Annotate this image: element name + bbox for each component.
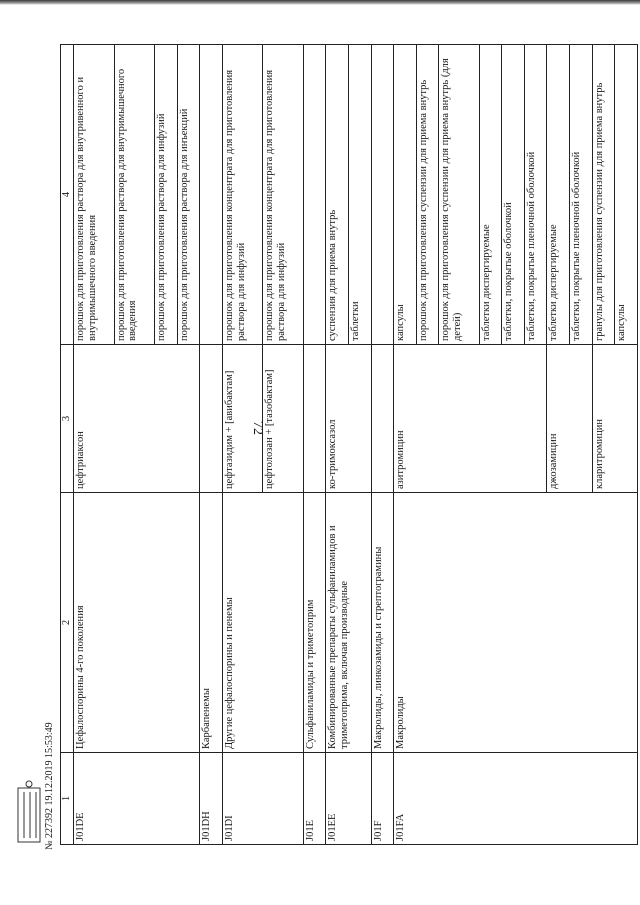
dosage-form: порошок для приготовления суспензии для приема внутрь [416, 45, 439, 345]
drug-name: азитромицин [394, 345, 547, 493]
group-name: Сульфаниламиды и триметоприм [303, 493, 326, 753]
drug-name: кларитромицин [592, 345, 637, 493]
page-number: 72 [250, 421, 265, 435]
table-row [303, 45, 326, 845]
header-col-1: 1 [61, 753, 74, 845]
group-name: Карбапенемы [200, 493, 223, 753]
drug-name: цефтолозан + [тазобактам] [263, 345, 304, 493]
atc-code: J01EE [326, 753, 371, 845]
dosage-form: порошок для приготовления концентрата для приготовления раствора для инфузий [222, 45, 263, 345]
atc-code: J01DH [200, 753, 223, 845]
drug-name: ко-тримоксазол [326, 345, 371, 493]
table-row [371, 45, 394, 845]
table-row [326, 45, 349, 845]
dosage-form: порошок для приготовления раствора для инъекций [177, 45, 200, 345]
dosage-form: гранулы для приготовления суспензии для приема внутрь [592, 45, 615, 345]
atc-code: J01DE [74, 753, 200, 845]
dosage-form: суспензия для приема внутрь [326, 45, 349, 345]
drug-name: джозамицин [547, 345, 592, 493]
dosage-form [371, 45, 394, 345]
table-row [394, 45, 417, 845]
dosage-form: таблетки, покрытые пленочной оболочкой [570, 45, 593, 345]
table-row [74, 45, 115, 845]
dosage-form: таблетки, покрытые оболочкой [502, 45, 525, 345]
table-row [200, 45, 223, 845]
atc-code: J01FA [394, 753, 638, 845]
dosage-form: таблетки, покрытые пленочной оболочкой [524, 45, 547, 345]
drug-list-table [60, 44, 638, 845]
header-col-2: 2 [61, 493, 74, 753]
drug-name [303, 345, 326, 493]
dosage-form: таблетки [349, 45, 372, 345]
dosage-form: порошок для приготовления раствора для инфузий [155, 45, 178, 345]
dosage-form: порошок для приготовления раствора для внутримышечного введения [114, 45, 155, 345]
drug-name: цефтриаксон [74, 345, 200, 493]
atc-code: J01F [371, 753, 394, 845]
header-col-4: 4 [61, 45, 74, 345]
drug-name [371, 345, 394, 493]
group-name: Другие цефалоспорины и пенемы [222, 493, 303, 753]
atc-code: J01E [303, 753, 326, 845]
dosage-form: таблетки диспергируемые [479, 45, 502, 345]
dosage-form: порошок для приготовления раствора для внутривенного и внутримышечного введения [74, 45, 115, 345]
drug-name [200, 345, 223, 493]
dosage-form: капсулы [615, 45, 638, 345]
atc-code: J01DI [222, 753, 303, 845]
table-header-row [61, 45, 74, 845]
drug-name: цефтазидим + [авибактам] [222, 345, 263, 493]
header-col-3: 3 [61, 345, 74, 493]
rotated-table-container [60, 45, 640, 845]
group-name: Комбинированные препараты сульфаниламидов и триметоприма, включая производные [326, 493, 371, 753]
dosage-form [303, 45, 326, 345]
table-row [222, 45, 263, 845]
dosage-form: капсулы [394, 45, 417, 345]
registry-stamp-icon [14, 780, 44, 850]
dosage-form: порошок для приготовления суспензии для приема внутрь (для детей) [439, 45, 480, 345]
scan-top-edge [0, 0, 640, 5]
group-name: Макролиды, линкозамиды и стрептограмины [371, 493, 394, 753]
group-name: Макролиды [394, 493, 638, 753]
dosage-form: порошок для приготовления концентрата для приготовления раствора для инфузий [263, 45, 304, 345]
dosage-form [200, 45, 223, 345]
group-name: Цефалоспорины 4-го поколения [74, 493, 200, 753]
document-footer: № 227392 19.12.2019 15:53:49 [44, 722, 55, 850]
dosage-form: таблетки диспергируемые [547, 45, 570, 345]
